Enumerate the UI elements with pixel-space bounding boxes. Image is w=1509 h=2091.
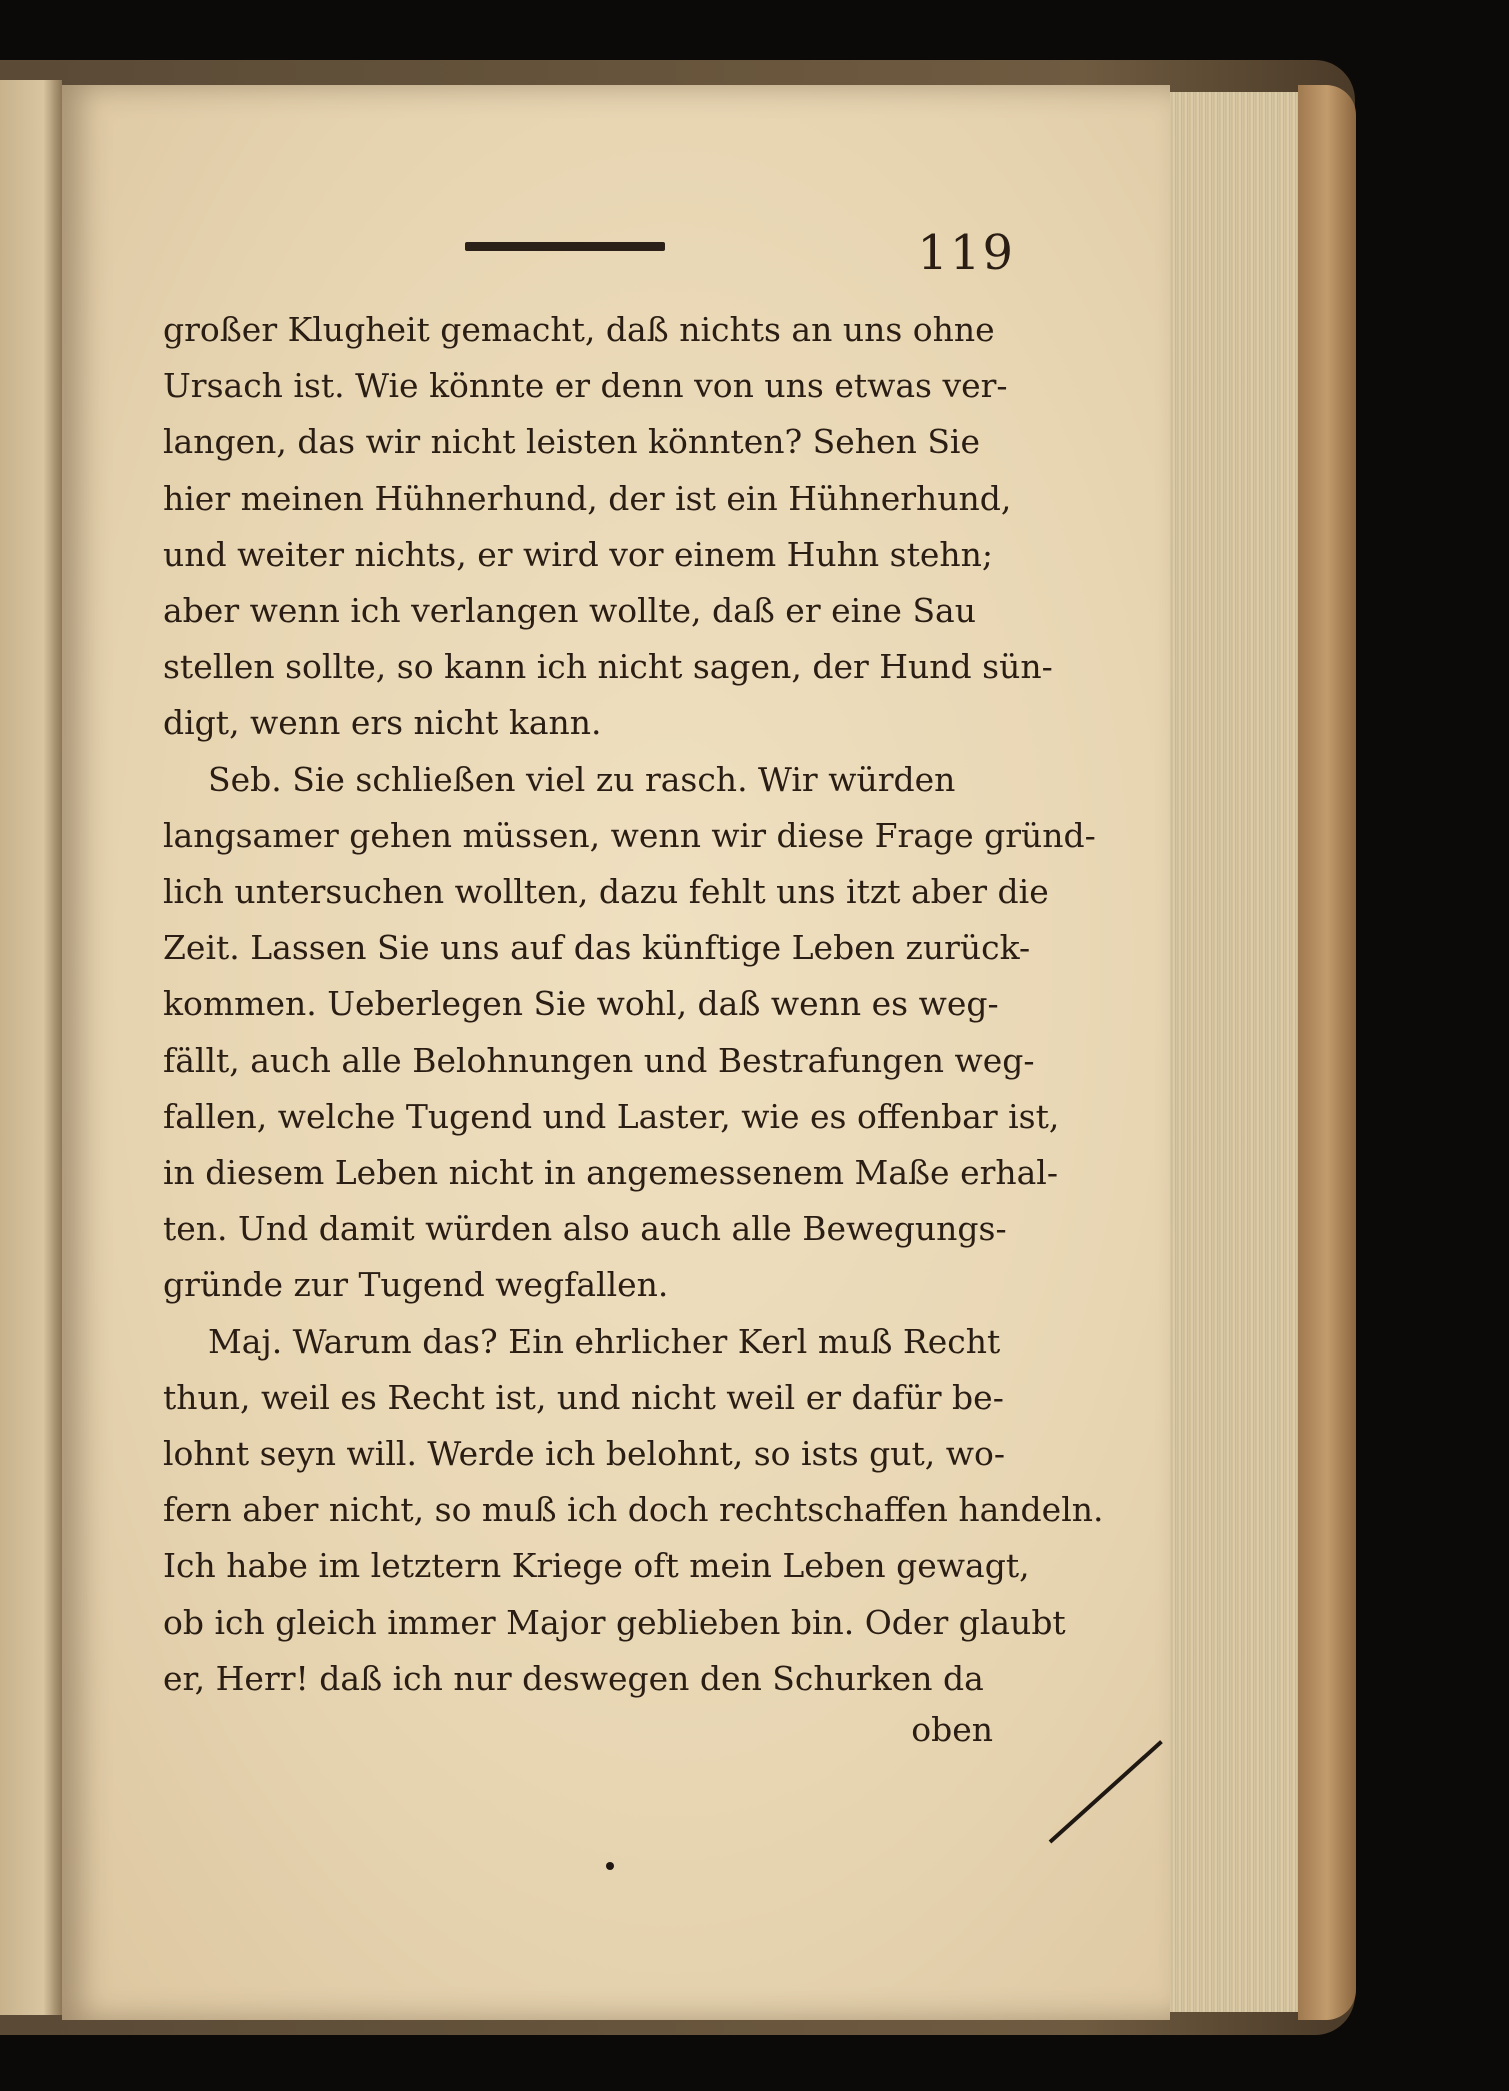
text-line: großer Klugheit gemacht, daß nichts an uns ohne: [163, 310, 995, 349]
body-text: [163, 302, 1104, 1707]
page-number: 119: [917, 225, 1015, 281]
text-line: ten. Und damit würden also auch alle Bewegungs-: [163, 1209, 1007, 1249]
text-line: lich untersuchen wollten, dazu fehlt uns itzt aber die: [163, 872, 1049, 912]
text-line: in diesem Leben nicht in angemessenem Maße erhal-: [163, 1153, 1059, 1193]
back-cover-edge: [1298, 85, 1356, 2020]
text-line: gründe zur Tugend wegfallen.: [163, 1265, 669, 1305]
page-edges: [1170, 92, 1302, 2012]
text-line: ob ich gleich immer Major geblieben bin. Oder glaubt: [163, 1602, 1066, 1642]
text-line: aber wenn ich verlangen wollte, daß er eine Sau: [163, 591, 976, 631]
header-rule: [465, 242, 665, 251]
text-line: fällt, auch alle Belohnungen und Bestrafungen weg-: [163, 1040, 1035, 1080]
left-page-edge: [0, 80, 62, 2015]
catchword: oben: [911, 1710, 993, 1749]
text-line: fallen, welche Tugend und Laster, wie es offenbar ist,: [163, 1096, 1060, 1136]
text-line: Ursach ist. Wie könnte er denn von uns etwas ver-: [163, 366, 1008, 406]
ink-dot: [606, 1862, 614, 1870]
text-line: Ich habe im letztern Kriege oft mein Leben gewagt,: [163, 1546, 1030, 1586]
text-line: langen, das wir nicht leisten könnten? Sehen Sie: [163, 422, 981, 462]
text-line: fern aber nicht, so muß ich doch rechtschaffen handeln.: [163, 1490, 1104, 1530]
text-line: und weiter nichts, er wird vor einem Huhn stehn;: [163, 534, 994, 574]
text-line: langsamer gehen müssen, wenn wir diese Frage gründ-: [163, 815, 1096, 855]
text-line: Maj. Warum das? Ein ehrlicher Kerl muß Recht: [208, 1321, 1001, 1361]
text-line: stellen sollte, so kann ich nicht sagen, der Hund sün-: [163, 647, 1053, 687]
text-line: Zeit. Lassen Sie uns auf das künftige Leben zurück-: [163, 928, 1031, 968]
text-line: Seb. Sie schließen viel zu rasch. Wir würden: [208, 759, 956, 799]
text-line: hier meinen Hühnerhund, der ist ein Hühnerhund,: [163, 478, 1012, 518]
text-line: kommen. Ueberlegen Sie wohl, daß wenn es weg-: [163, 984, 999, 1024]
text-line: digt, wenn ers nicht kann.: [163, 703, 602, 743]
text-line: lohnt seyn will. Werde ich belohnt, so ists gut, wo-: [163, 1434, 1006, 1474]
text-line: er, Herr! daß ich nur deswegen den Schurken da: [163, 1658, 984, 1698]
text-line: thun, weil es Recht ist, und nicht weil er dafür be-: [163, 1377, 1004, 1417]
